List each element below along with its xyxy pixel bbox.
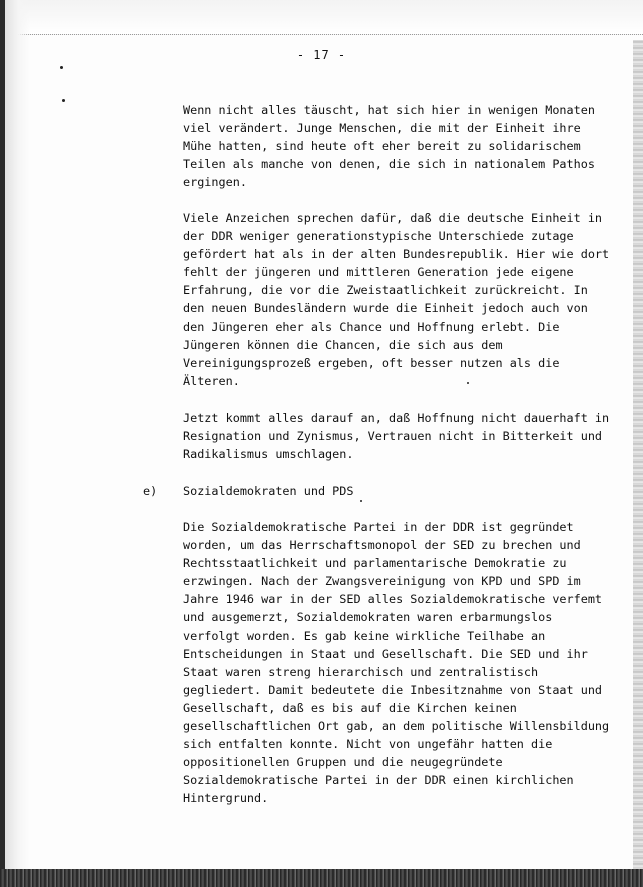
scan-speck <box>62 99 65 102</box>
scan-speck <box>360 500 362 502</box>
paragraph-1 <box>183 101 623 191</box>
text-line: Wenn nicht alles täuscht, hat sich hier in wenigen Monaten <box>183 103 595 117</box>
text-line: gefördert hat als in der alten Bundesrepublik. Hier wie dort <box>183 247 610 262</box>
text-line: Älteren. <box>183 373 240 388</box>
text-line: Jüngeren können die Chancen, die sich aus dem <box>183 337 503 352</box>
text-line: sich entfalten konnte. Nicht von ungefähr hatten die <box>183 737 553 752</box>
text-line: verfolgt worden. Es gab keine wirkliche Teilhabe an <box>183 628 546 643</box>
text-line: Jetzt kommt alles darauf an, daß Hoffnung nicht dauerhaft in <box>183 411 610 425</box>
page-number: - 17 - <box>296 48 347 62</box>
text-line: Die Sozialdemokratische Partei in der DDR ist gegründet <box>183 520 574 534</box>
text-line: Gesellschaft, daß es bis auf die Kirchen keinen <box>183 700 517 715</box>
text-line: Resignation und Zynismus, Vertrauen nicht in Bitterkeit und <box>183 429 603 444</box>
text-line: Vereinigungsprozeß ergeben, oft besser nutzen als die <box>183 355 560 370</box>
section-letter: e) <box>143 484 158 498</box>
text-line: Erfahrung, die vor die Zweistaatlichkeit zurückreicht. In <box>183 283 588 298</box>
scan-top-edge <box>0 0 643 35</box>
text-line: gesellschaftlichen Ort gab, an dem politische Willensbildung <box>183 719 610 734</box>
text-line: worden, um das Herrschaftsmonopol der SED zu brechen und <box>183 538 581 553</box>
text-line: Rechtsstaatlichkeit und parlamentarische Demokratie zu <box>183 556 567 571</box>
scan-left-edge <box>0 0 5 887</box>
scan-speck <box>60 66 63 69</box>
text-line: Entscheidungen in Staat und Gesellschaft. Die SED und ihr <box>183 646 588 661</box>
text-line: ergingen. <box>183 175 247 190</box>
text-line: Mühe hatten, sind heute oft eher bereit zu solidarischem <box>183 139 581 154</box>
paragraph-4 <box>183 518 623 808</box>
scan-bottom-edge <box>0 869 643 887</box>
paragraph-3 <box>183 409 623 463</box>
text-line: Hintergrund. <box>183 791 269 806</box>
scan-right-edge <box>633 40 643 870</box>
text-line: und ausgemerzt, Sozialdemokraten waren erbarmungslos <box>183 610 553 625</box>
text-line: Sozialdemokratische Partei in der DDR einen kirchlichen <box>183 773 574 788</box>
text-line: viel verändert. Junge Menschen, die mit der Einheit ihre <box>183 121 581 136</box>
text-line: erzwingen. Nach der Zwangsvereinigung von KPD und SPD im <box>183 574 581 589</box>
text-line: Radikalismus umschlagen. <box>183 447 354 462</box>
text-line: fehlt der jüngeren und mittleren Generation jede eigene <box>183 265 574 280</box>
section-heading: Sozialdemokraten und PDS <box>183 484 354 498</box>
text-line: der DDR weniger generationstypische Unterschiede zutage <box>183 229 574 244</box>
text-line: Viele Anzeichen sprechen dafür, daß die deutsche Einheit in <box>183 211 603 225</box>
paragraph-2 <box>183 209 623 390</box>
text-line: gegliedert. Damit bedeutete die Inbesitznahme von Staat und <box>183 682 603 697</box>
text-line: den Jüngeren eher als Chance und Hoffnung erlebt. Die <box>183 319 560 334</box>
text-line: Staat waren streng hierarchisch und zentralistisch <box>183 664 539 679</box>
text-line: den neuen Bundesländern wurde die Einheit jedoch auch von <box>183 301 588 316</box>
text-line: oppositionellen Gruppen und die neugegründete <box>183 755 503 770</box>
text-line: Jahre 1946 war in der SED alles Sozialdemokratische verfemt <box>183 592 603 607</box>
text-line: Teilen als manche von denen, die sich in nationalem Pathos <box>183 157 595 172</box>
